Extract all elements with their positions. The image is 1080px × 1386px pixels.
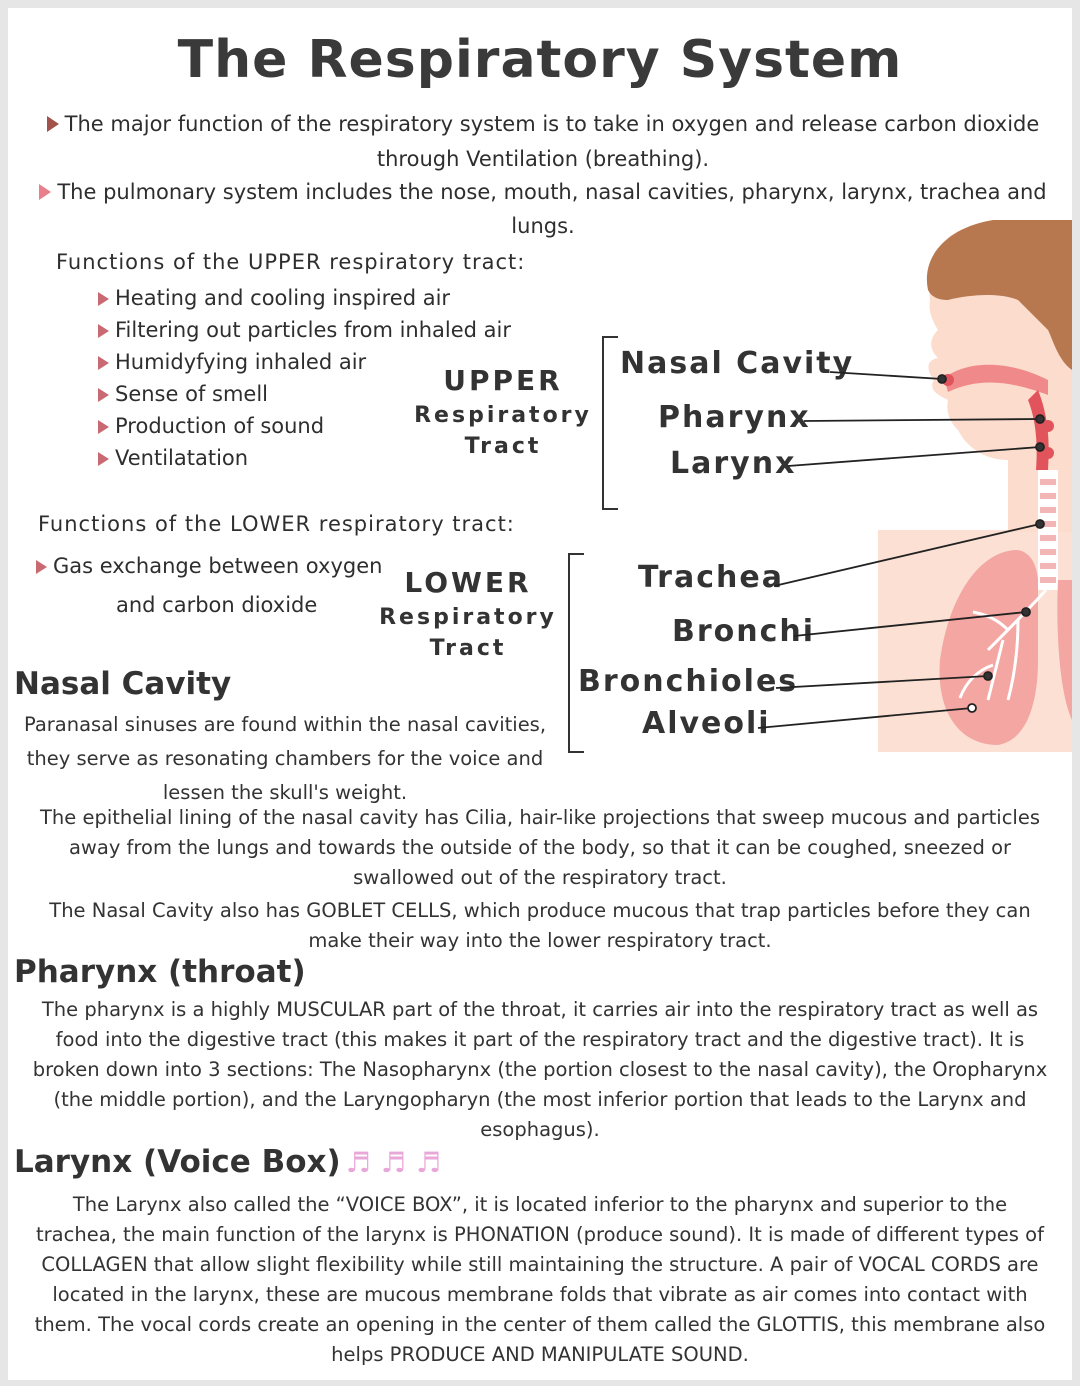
- list-item: Filtering out particles from inhaled air: [98, 314, 511, 346]
- intro-point-2: The pulmonary system includes the nose, mouth, nasal cavities, pharynx, larynx, trachea and lungs.: [18, 175, 1068, 243]
- leader-lines: [8, 8, 1072, 768]
- upper-tract-label: UPPER Respiratory Tract: [414, 364, 592, 459]
- page-title: The Respiratory System: [177, 30, 903, 90]
- nasal-cavity-title: Nasal Cavity: [14, 666, 232, 702]
- larynx-title: Larynx (Voice Box): [14, 1144, 341, 1180]
- list-item: Production of sound: [98, 410, 511, 442]
- lower-tract-label: LOWER Respiratory Tract: [379, 566, 557, 661]
- lower-functions-heading: Functions of the LOWER respiratory tract:: [38, 512, 515, 536]
- list-item: Heating and cooling inspired air: [98, 282, 511, 314]
- list-item: Humidyfying inhaled air: [98, 346, 511, 378]
- lower-function-item-cont: and carbon dioxide: [116, 593, 318, 617]
- label-larynx: Larynx: [670, 446, 797, 481]
- document-page: [8, 8, 1072, 1380]
- pharynx-paragraph: The pharynx is a highly MUSCULAR part of the throat, it carries air into the respiratory tract as well as food into the digestive tract (this makes it part of the respiratory tract and the digestive tract). It is broken down into 3 sections: The Nasopharynx (the portion closest to the nasal cavity), the Oropharynx (the middle portion), and the Laryngopharyn (the most inferior portion that leads to the Larynx and esophagus).: [32, 998, 1048, 1141]
- larynx-heading: [14, 1144, 451, 1180]
- label-alveoli: Alveoli: [642, 706, 771, 741]
- upper-functions-heading: Functions of the UPPER respiratory tract:: [56, 250, 526, 274]
- music-notes-icon: ♬♬♬: [345, 1146, 452, 1179]
- nasal-paragraph-3: The Nasal Cavity also has GOBLET CELLS, which produce mucous that trap particles before they can make their way into the lower respiratory tract.: [49, 899, 1031, 952]
- nasal-paragraph-2: The epithelial lining of the nasal cavity has Cilia, hair-like projections that sweep mucous and particles away from the lungs and towards the outside of the body, so that it can be coughed, sneezed or swallowed out of the respiratory tract.: [39, 806, 1041, 889]
- pharynx-title: Pharynx (throat): [14, 954, 306, 990]
- larynx-paragraph: The Larynx also called the “VOICE BOX”, it is located inferior to the pharynx and superior to the trachea, the main function of the larynx is PHONATION (produce sound). It is made of different types of COLLAGEN that allow slight flexibility while still maintaining the structure. A pair of VOCAL CORDS are located in the larynx, these are mucous membrane folds that vibrate as air comes into contact with them. The vocal cords create an opening in the center of them called the GLOTTIS, this membrane also helps PRODUCE AND MANIPULATE SOUND.: [34, 1193, 1046, 1366]
- lower-function-item: Gas exchange between oxygen: [36, 554, 382, 578]
- label-bronchioles: Bronchioles: [578, 664, 799, 699]
- list-item: Ventilatation: [98, 442, 511, 474]
- label-trachea: Trachea: [638, 560, 784, 595]
- label-pharynx: Pharynx: [658, 400, 811, 435]
- label-nasal-cavity: Nasal Cavity: [620, 346, 855, 381]
- intro-point-1: The major function of the respiratory system is to take in oxygen and release carbon dioxide: [18, 107, 1068, 141]
- nasal-paragraph-1: Paranasal sinuses are found within the nasal cavities, they serve as resonating chambers for the voice and lessen the skull's weight.: [23, 713, 547, 804]
- intro-point-1-cont: through Ventilation (breathing).: [376, 147, 710, 171]
- label-bronchi: Bronchi: [672, 614, 816, 649]
- list-item: Sense of smell: [98, 378, 511, 410]
